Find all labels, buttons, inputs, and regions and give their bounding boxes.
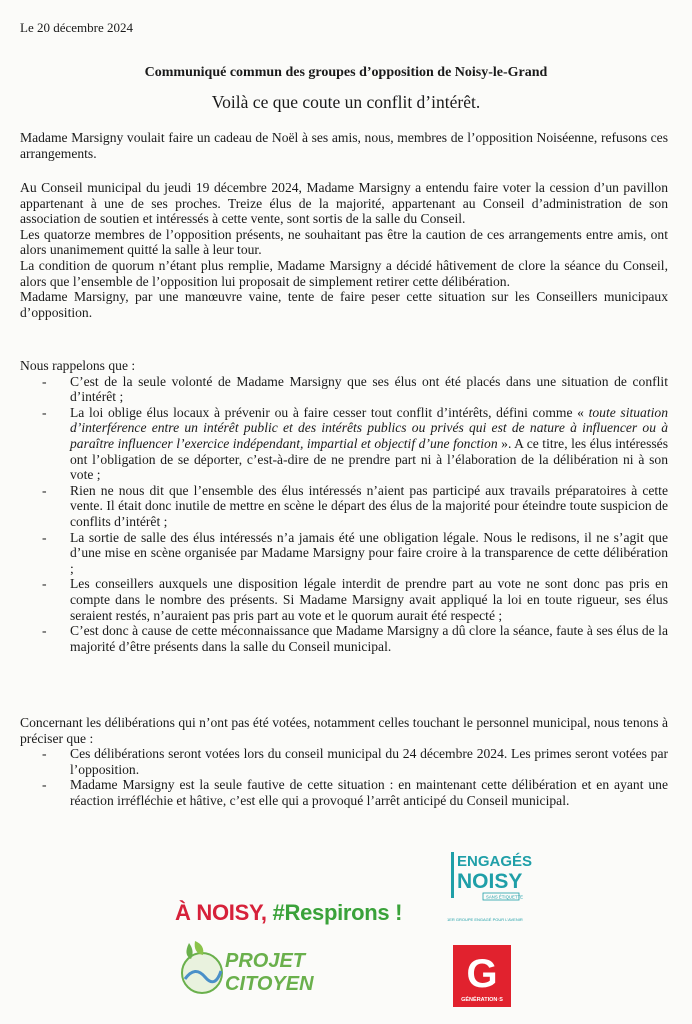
recall-list (20, 374, 668, 655)
noisy-word: NOISY (457, 870, 523, 893)
list-item (20, 746, 668, 777)
sans-etiquette: SANS ÉTIQUETTE (486, 894, 524, 900)
paragraph: La condition de quorum n’étant plus remplie, Madame Marsigny a décidé hâtivement de clore la séance du Conseil, alors que l’ensemble de l’opposition lui proposait de simplement retirer cette délibération. (20, 257, 668, 289)
engages-tagline: 1ER GROUPE ENGAGÉ POUR L’AVENIR (447, 917, 523, 922)
law-quote: toute situation d’interférence entre un intérêt public et des intérêts publics ou privés qui est de nature à influencer ou à paraître influencer l’exercice indépendant, impartial et objectif d’une fonction (70, 404, 668, 451)
list-item (20, 576, 668, 623)
generations-logo (453, 945, 511, 1007)
council-paragraphs (20, 180, 668, 320)
item-text: ». A ce titre, les élus intéressés ont l’obligation de se déporter, c’est-à-dire de ne prendre part ni à l’élaboration de la délibération ni à son vote ; (70, 435, 668, 483)
paragraph: Au Conseil municipal du jeudi 19 décembre 2024, Madame Marsigny a entendu faire voter la cession d’un pavillon appartenant à une de ses proches. Treize élus de la majorité, appartenant au Conseil d’administration de son association de soutien et intéressés à cette vente, sont sortis de la salle du Conseil. (20, 180, 668, 227)
list-item (20, 374, 668, 405)
item-text: Madame Marsigny est la seule fautive de cette situation : en maintenant cette délibération et en ayant une réaction irréfléchie et hâtive, c’est elle qui a provoqué l’arrêt anticipé du Conseil municipal. (70, 777, 668, 808)
projet-word: PROJET (225, 950, 306, 972)
generations-name: GÉNÉRATION·S (461, 997, 503, 1003)
list-item (20, 530, 668, 577)
concern-section (20, 715, 668, 809)
paragraph: Les quatorze membres de l’opposition présents, ne souhaitant pas être la caution de ces arrangements entre amis, ont alors unanimement quitté la salle à leur tour. (20, 226, 668, 258)
leaf-icon (186, 943, 192, 959)
a-noisy-respirons-logo (175, 900, 402, 926)
date: Le 20 décembre 2024 (20, 20, 133, 35)
recall-section (20, 358, 668, 654)
list-item (20, 483, 668, 530)
heading: Communiqué commun des groupes d’opposition de Noisy-le-Grand (144, 65, 548, 80)
item-text: C’est de la seule volonté de Madame Marsigny que ses élus ont été placés dans une situation de conflit d’intérêt ; (70, 373, 668, 405)
item-text: La loi oblige élus locaux à prévenir ou à faire cesser tout conflit d’intérêts, défini comme « (70, 404, 589, 420)
item-text: Ces délibérations seront votées lors du conseil municipal du 24 décembre 2024. Les primes seront votées par l’opposition. (70, 746, 668, 777)
list-item (20, 405, 668, 483)
item-text: C’est donc à cause de cette méconnaissance que Madame Marsigny a dû clore la séance, faute à ses élus de la majorité d’être présents dans la salle du Conseil municipal. (70, 623, 668, 654)
paragraph: Madame Marsigny, par une manœuvre vaine, tente de faire peser cette situation sur les Conseillers municipaux d’opposition. (20, 289, 668, 320)
engages-pour-noisy-logo (447, 838, 535, 928)
logo-bar-left (451, 852, 454, 898)
intro-paragraph (20, 130, 668, 161)
item-text: Les conseillers auxquels une disposition légale interdit de prendre part au vote ne sont donc pas pris en compte dans le nombre des présents. Si Madame Marsigny avait appliqué la loi en toute rigueur, ses élus seraient restés, n’auraient pas pris part au vote et le quorum aurait été respecté ; (70, 576, 668, 623)
concern-list (20, 746, 668, 808)
concern-intro: Concernant les délibérations qui n’ont pas été votées, notamment celles touchant le personnel municipal, nous tenons à préciser que : (20, 715, 668, 746)
item-text: La sortie de salle des élus intéressés n’a jamais été une obligation légale. Nous le redisons, il ne s’agit que d’une mise en scène organisée par Madame Marsigny pour faire croire à la transparence de cette délibération ; (70, 529, 668, 576)
list-item (20, 623, 668, 654)
engages-word: ENGAGÉS (457, 853, 533, 870)
subtitle: Voilà ce que coute un conflit d’intérêt. (211, 92, 481, 112)
item-text: Rien ne nous dit que l’ensemble des élus intéressés n’aient pas participé aux travails préparatoires à cette vente. Il était donc inutile de mettre en scène le départ des élus de la majorité pour éteindre toute suspicion de conflits d’intérêt ; (70, 482, 668, 529)
projet-citoyen-logo (175, 935, 335, 1005)
respirons-text: #Respirons ! (272, 900, 403, 925)
list-item (20, 777, 668, 808)
intro-text: Madame Marsigny voulait faire un cadeau de Noël à ses amis, nous, membres de l’opposition Noiséenne, refusons ces arrangements. (20, 130, 668, 161)
citoyen-word: CITOYEN (225, 973, 314, 995)
generations-g: G (466, 952, 498, 996)
recall-intro: Nous rappelons que : (20, 358, 136, 373)
a-noisy-text: À NOISY, (175, 900, 273, 925)
